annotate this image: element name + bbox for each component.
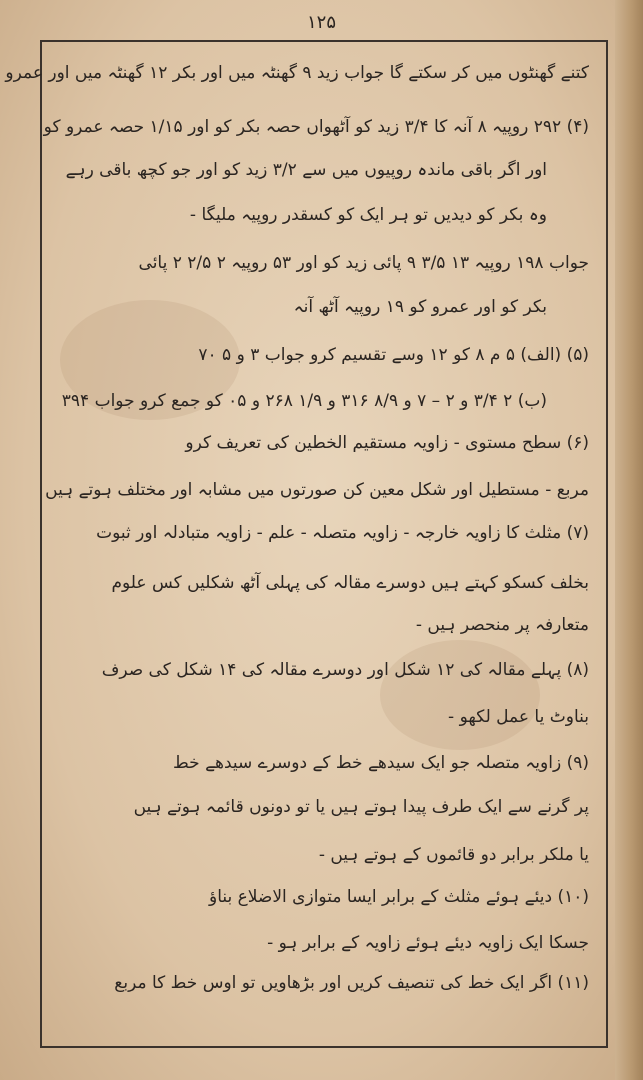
- answer-line: جواب ۱۹۸ روپیہ ۱۳ ۳/۵ ۹ پائی زید کو اور ۵۳ روپیہ ۲ ۲/۵ ۲ پائی: [138, 253, 589, 273]
- text-line: یا ملکر برابر دو قائموں کے ہوتے ہیں -: [318, 845, 589, 865]
- book-spine-edge: [615, 0, 643, 1080]
- text-line: (۴) ۲۹۲ روپیہ ۸ آنہ کا ۳/۴ زید کو آٹھواں حصہ بکر کو اور ۱/۱۵ حصہ عمرو کو: [43, 117, 589, 137]
- question-10: (۱۰) دیئے ہوئے مثلث کے برابر ایسا متوازی الاضلاع بناؤ: [208, 887, 589, 907]
- text-line: پر گرنے سے ایک طرف پیدا ہوتے ہیں یا تو دونوں قائمہ ہوتے ہیں: [133, 797, 589, 817]
- question-9: (۹) زاویہ متصلہ جو ایک سیدھے خط کے دوسرے سیدھے خط: [173, 753, 589, 773]
- text-line: بناوٹ یا عمل لکھو -: [448, 707, 589, 727]
- question-5: (۵) (الف) ۵ م ۸ کو ۱۲ وسے تقسیم کرو جواب ۳ و ۵ ۷۰: [198, 345, 589, 365]
- question-8: (۸) پہلے مقالہ کی ۱۲ شکل اور دوسرے مقالہ کی ۱۴ شکل کی صرف: [101, 660, 589, 680]
- text-line: مربع - مستطیل اور شکل معین کن صورتوں میں مشابہ اور مختلف ہوتے ہیں: [45, 480, 589, 500]
- text-line: وہ بکر کو دیدیں تو ہر ایک کو کسقدر روپیہ ملیگا -: [189, 205, 547, 225]
- text-line: بکر کو اور عمرو کو ۱۹ روپیہ آٹھ آنہ: [293, 297, 547, 317]
- text-line: کتنے گھنٹوں میں کر سکتے گا جواب زید ۹ گھنٹہ میں اور بکر ۱۲ گھنٹہ میں اور عمرو: [5, 63, 589, 83]
- text-line: جسکا ایک زاویہ دیئے ہوئے زاویہ کے برابر ہو -: [267, 933, 589, 953]
- question-6: (۶) سطح مستوی - زاویہ مستقیم الخطین کی تعریف کرو: [185, 433, 589, 453]
- text-line: اور اگر باقی ماندہ روپیوں میں سے ۳/۲ زید کو اور جو کچھ باقی رہے: [65, 160, 547, 180]
- question-7: (۷) مثلث کا زاویہ خارجہ - زاویہ متصلہ - علم - زاویہ متبادلہ اور ثبوت: [96, 523, 589, 543]
- text-line: (ب) ۲ ۳/۴ و ۲ – ۷ و ۸/۹ ۳۱۶ و ۱/۹ ۲۶۸ و ۰۵ کو جمع کرو جواب ۳۹۴: [61, 391, 547, 411]
- page-number: ۱۲۵: [306, 12, 336, 33]
- question-11: (۱۱) اگر ایک خط کی تنصیف کریں اور بڑھاویں تو اوس خط کا مربع: [114, 973, 589, 993]
- text-line: متعارفہ پر منحصر ہیں -: [415, 615, 589, 635]
- text-line: بخلف کسکو کہتے ہیں دوسرے مقالہ کی پہلی آٹھ شکلیں کس علوم: [111, 573, 589, 593]
